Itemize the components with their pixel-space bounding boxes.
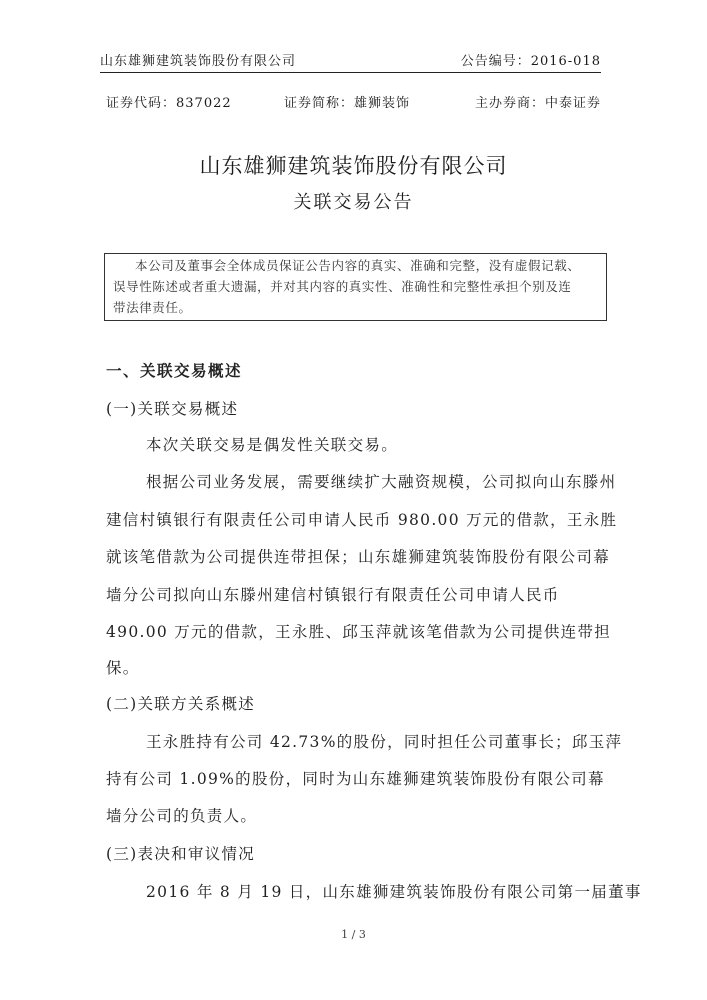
subsection-heading: (三)表决和审议情况	[106, 845, 256, 863]
paragraph-line: 就该笔借款为公司提供连带担保；山东雄狮建筑装饰股份有限公司幕	[106, 548, 611, 566]
paragraph-line: 持有公司 1.09%的股份，同时为山东雄狮建筑装饰股份有限公司幕	[106, 770, 605, 788]
paragraph-line: 墙分公司拟向山东滕州建信村镇银行有限责任公司申请人民币	[106, 586, 560, 604]
paragraph-line: 本次关联交易是偶发性关联交易。	[146, 436, 399, 454]
subsection-heading: (一)关联交易概述	[106, 400, 239, 418]
disclaimer-box	[104, 253, 607, 321]
page-number: 1 / 3	[341, 928, 366, 941]
paragraph-line: 490.00 万元的借款，王永胜、邱玉萍就该笔借款为公司提供连带担	[106, 623, 612, 641]
paragraph-line: 2016 年 8 月 19 日，山东雄狮建筑装饰股份有限公司第一届董事	[146, 883, 642, 901]
paragraph-line: 王永胜持有公司 42.73%的股份，同时担任公司董事长；邱玉萍	[146, 733, 623, 751]
header-divider	[100, 72, 601, 73]
header-company-name: 山东雄狮建筑装饰股份有限公司	[100, 54, 297, 69]
disclaimer-line: 本公司及董事会全体成员保证公告内容的真实、准确和完整，没有虚假记载、	[135, 258, 581, 273]
security-code: 证券代码：837022	[106, 96, 232, 111]
section-heading: 一、关联交易概述	[106, 361, 243, 380]
disclaimer-line: 误导性陈述或者重大遗漏，并对其内容的真实性、准确性和完整性承担个别及连	[113, 279, 572, 294]
security-abbreviation: 证券简称：雄狮装饰	[284, 96, 411, 111]
document-subtitle: 关联交易公告	[293, 192, 414, 213]
page-header	[100, 50, 601, 70]
paragraph-line: 墙分公司的负责人。	[106, 807, 258, 825]
paragraph-line: 根据公司业务发展，需要继续扩大融资规模，公司拟向山东滕州	[146, 473, 617, 491]
document-title: 山东雄狮建筑装饰股份有限公司	[199, 154, 508, 178]
header-announcement-number: 公告编号：2016-018	[460, 54, 601, 69]
subsection-heading: (二)关联方关系概述	[106, 695, 256, 713]
sponsor-broker: 主办券商：中泰证券	[474, 96, 601, 111]
disclaimer-line: 带法律责任。	[113, 300, 192, 315]
paragraph-line: 建信村镇银行有限责任公司申请人民币 980.00 万元的借款，王永胜	[106, 511, 618, 529]
paragraph-line: 保。	[106, 659, 140, 677]
